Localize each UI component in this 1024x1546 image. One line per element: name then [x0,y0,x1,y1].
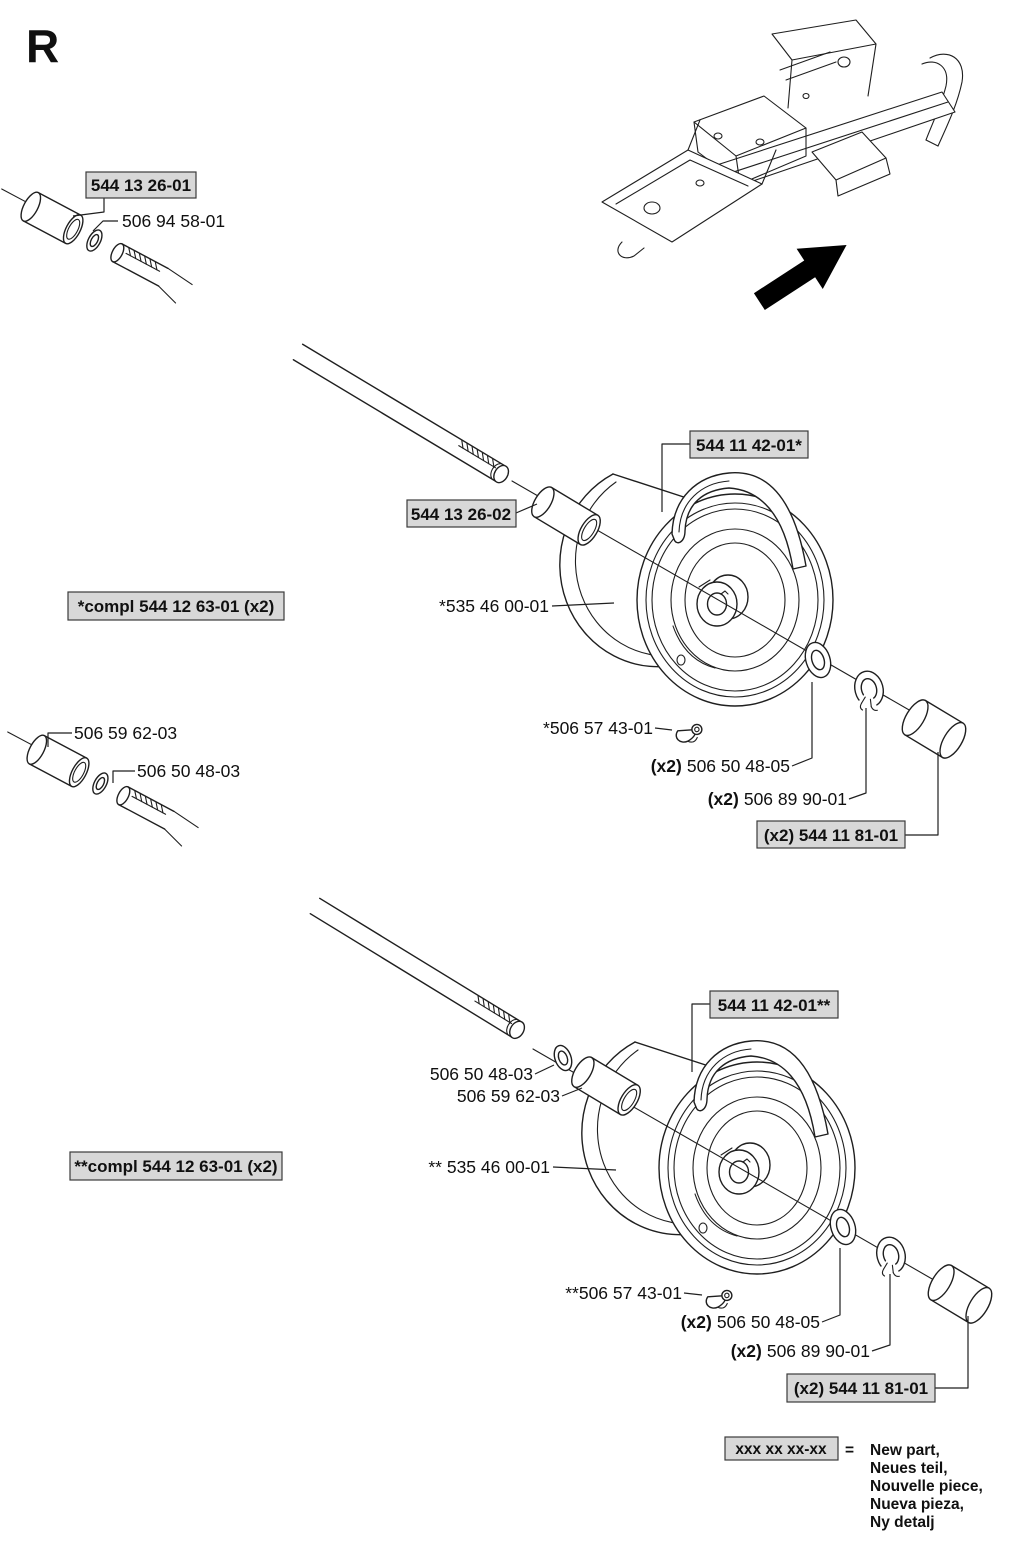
svg-text:506 50 48-03: 506 50 48-03 [429,1064,533,1084]
svg-text:** 535 46 00-01: ** 535 46 00-01 [428,1157,550,1177]
legend-code: xxx xx xx-xx [735,1441,827,1458]
svg-text:*compl 544 12 63-01 (x2): *compl 544 12 63-01 (x2) [77,597,275,616]
legend-line-es: Nueva pieza, [870,1496,964,1513]
top-washer-label [93,211,225,231]
direction-arrow-icon [746,225,859,322]
svg-text:506 59 62-03: 506 59 62-03 [74,723,178,743]
svg-text:544 11 42-01**: 544 11 42-01** [717,996,831,1015]
legend-line-en: New part, [870,1442,940,1459]
svg-text:(x2) 544 11 81-01: (x2) 544 11 81-01 [763,826,899,845]
mid-washer-label [113,761,240,783]
svg-text:(x2)506 89 90-01: (x2) 506 89 90-01 [730,1341,870,1361]
wheel1-valve-label [543,718,672,738]
mid-bushing-label [48,723,177,747]
wheel2-valve-label [565,1283,702,1303]
svg-text:(x2)506 50 48-05: (x2) 506 50 48-05 [650,756,790,776]
top-bushing-label [73,172,196,216]
legend-equals: = [845,1442,855,1459]
svg-text:(x2) 544 11 81-01: (x2) 544 11 81-01 [793,1379,929,1398]
wheel1-compl-label [68,592,284,620]
svg-text:544 13 26-01: 544 13 26-01 [90,176,192,195]
svg-text:506 59 62-03: 506 59 62-03 [456,1086,560,1106]
svg-text:**506 57 43-01: **506 57 43-01 [565,1283,682,1303]
svg-text:544 11 42-01*: 544 11 42-01* [696,436,802,455]
svg-text:544 13 26-02: 544 13 26-02 [410,505,512,524]
legend-line-de: Neues teil, [870,1460,948,1477]
legend-line-sv: Ny detalj [870,1514,935,1531]
svg-text:*506 57 43-01: *506 57 43-01 [543,718,653,738]
chassis-illustration [602,20,963,258]
svg-text:**compl 544 12 63-01 (x2): **compl 544 12 63-01 (x2) [74,1157,278,1176]
svg-text:(x2)506 50 48-05: (x2) 506 50 48-05 [680,1312,820,1332]
wheel-assembly-2 [70,898,997,1402]
wheel2-small-washer-label [430,1064,554,1084]
svg-text:506 94 58-01: 506 94 58-01 [122,211,226,231]
svg-text:*535 46 00-01: *535 46 00-01 [439,596,549,616]
wheel1-bushing-label [407,500,537,527]
svg-text:(x2)506 89 90-01: (x2) 506 89 90-01 [707,789,847,809]
legend [725,1437,983,1531]
wheel1-wheel-label [439,596,614,616]
svg-text:506 50 48-03: 506 50 48-03 [137,761,241,781]
wheel2-compl-label [70,1152,282,1180]
legend-line-fr: Nouvelle piece, [870,1478,983,1495]
section-letter: R [26,20,60,72]
wheel2-small-bushing-label [457,1086,582,1106]
